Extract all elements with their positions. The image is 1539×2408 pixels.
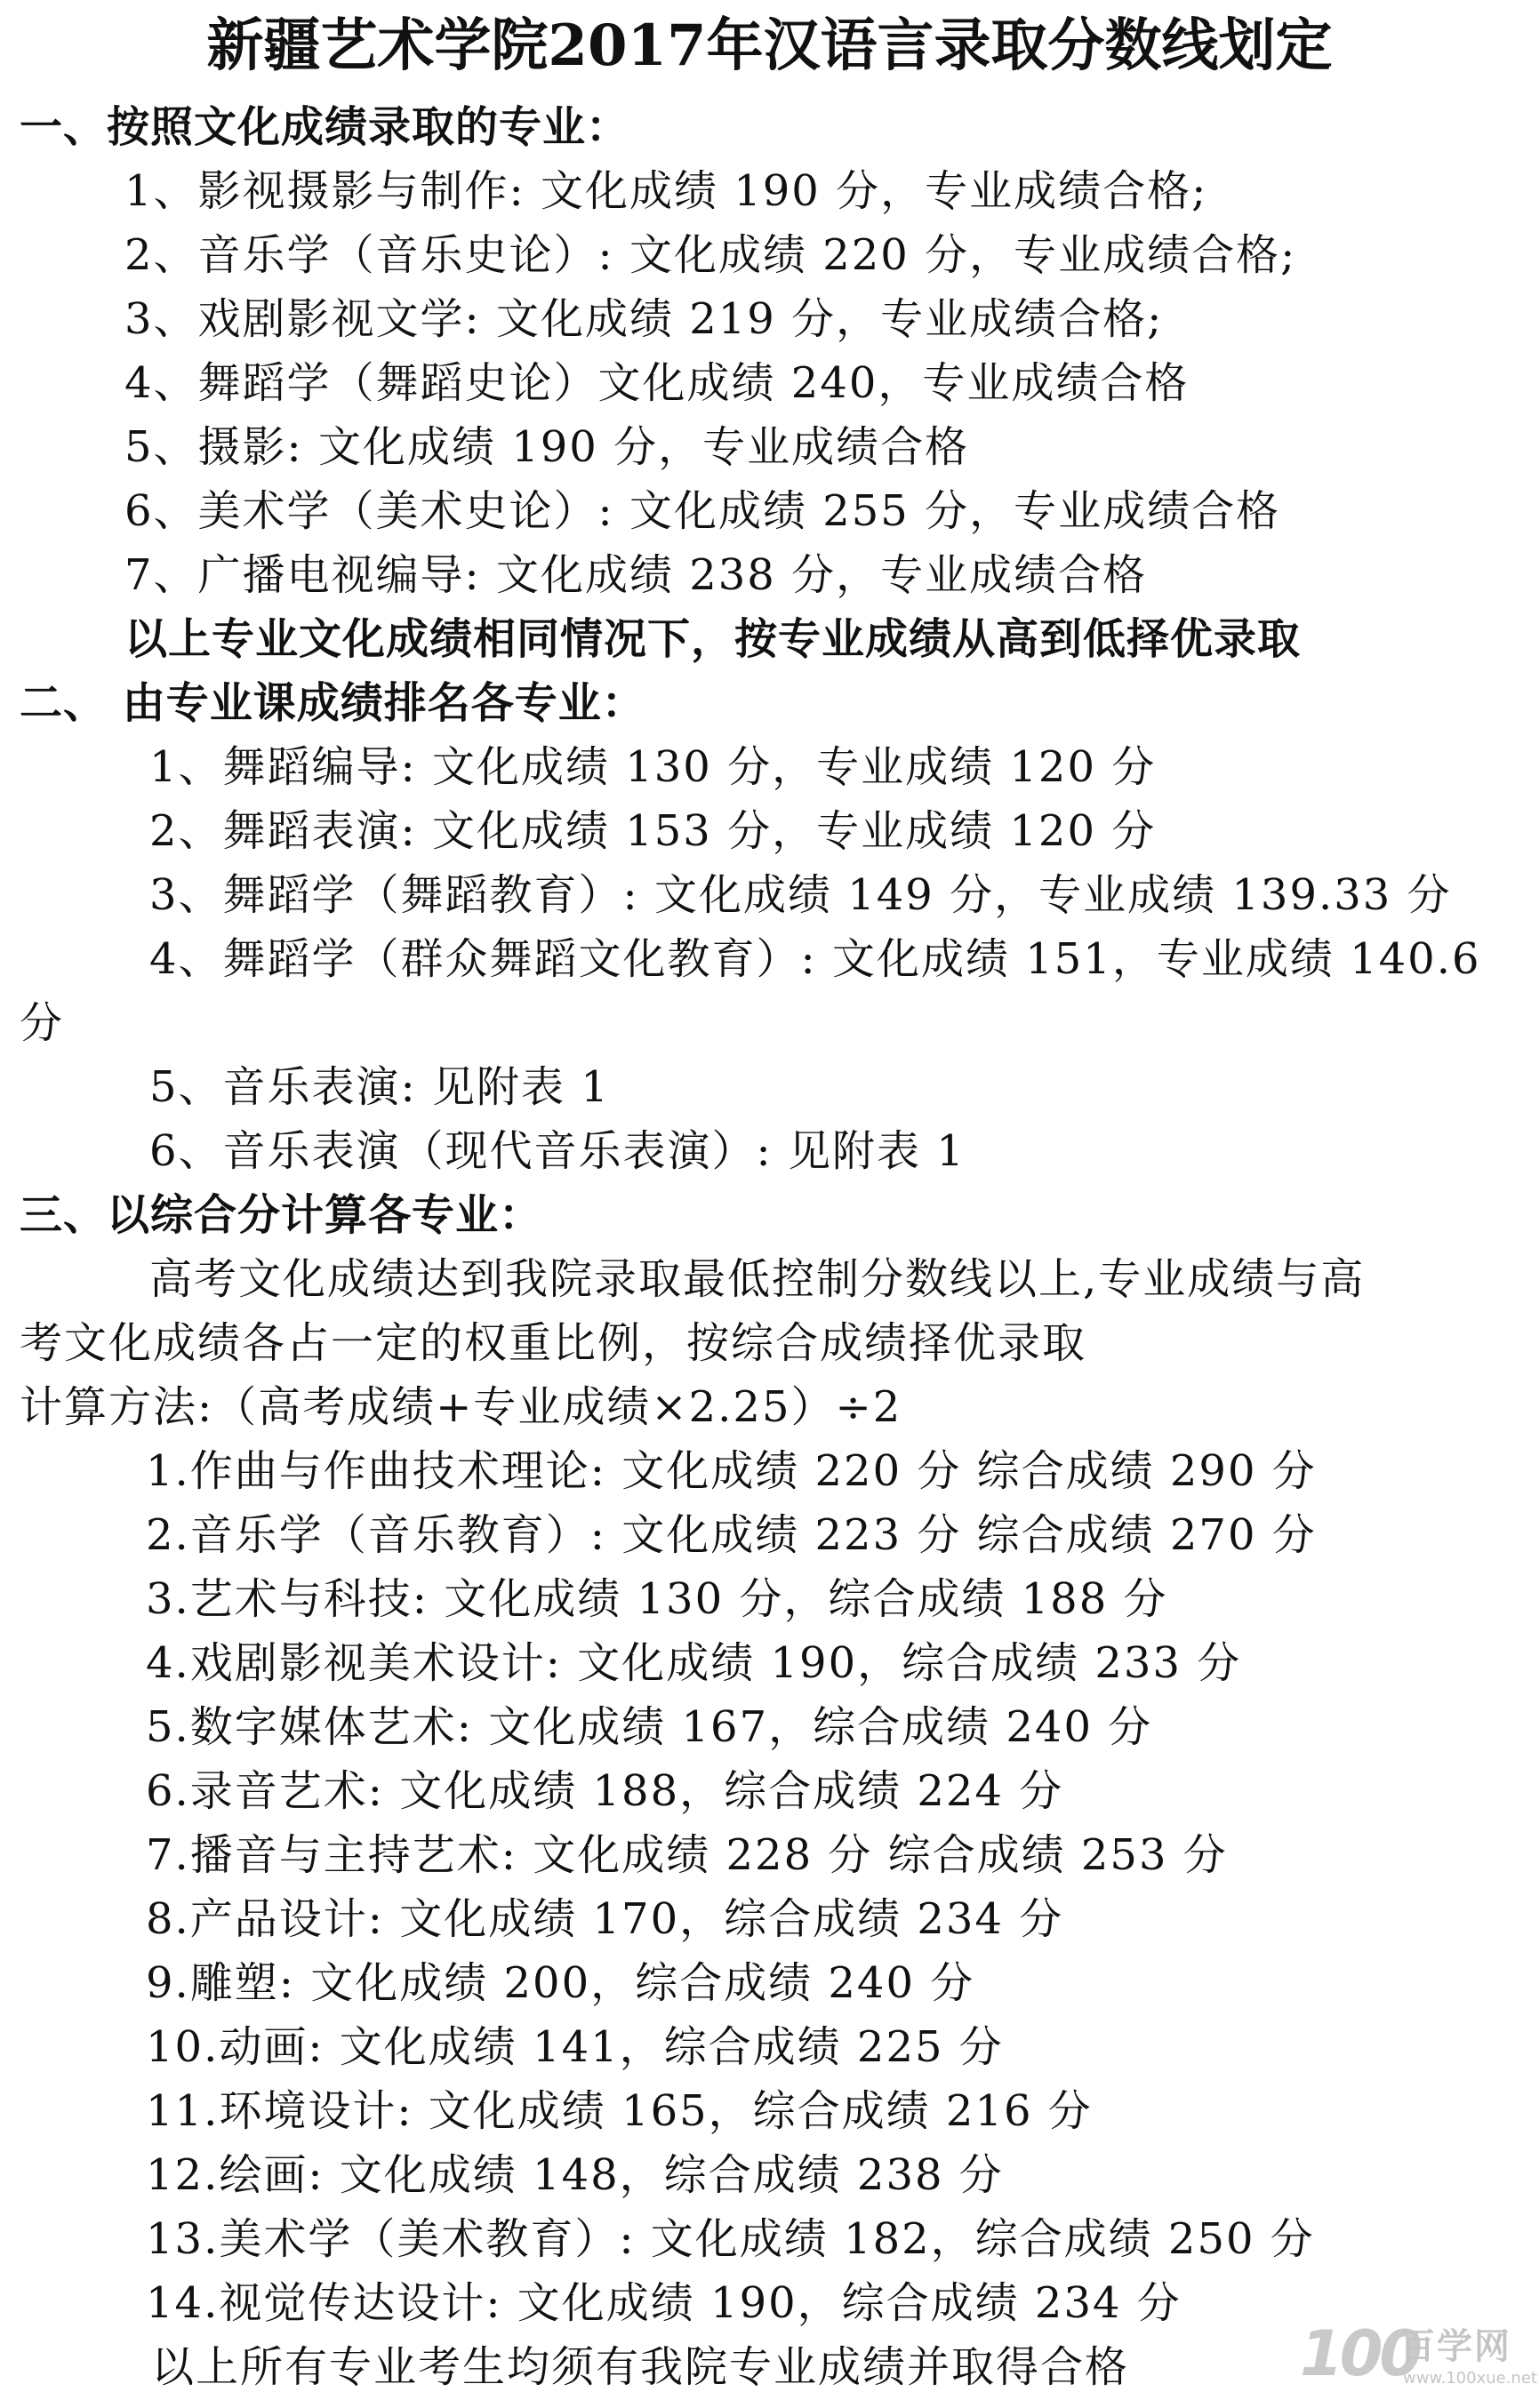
section-3-item-13: 13.美术学（美术教育）: 文化成绩 182，综合成绩 250 分 — [146, 2214, 1315, 2264]
document-title: 新疆艺术学院2017年汉语言录取分数线划定 — [206, 12, 1333, 79]
section-1-item-7: 7、广播电视编导: 文化成绩 238 分，专业成绩合格 — [124, 550, 1148, 600]
section-3-item-12: 12.绘画: 文化成绩 148，综合成绩 238 分 — [146, 2150, 1004, 2200]
section-3-intro-line-2: 考文化成绩各占一定的权重比例，按综合成绩择优录取 — [20, 1318, 1087, 1368]
section-2-item-4-wrap: 分 — [20, 998, 65, 1048]
section-3-item-14: 14.视觉传达设计: 文化成绩 190，综合成绩 234 分 — [146, 2278, 1182, 2328]
section-1-item-2: 2、音乐学（音乐史论）: 文化成绩 220 分，专业成绩合格; — [124, 230, 1297, 280]
section-3-formula: 计算方法:（高考成绩+专业成绩×2.25）÷2 — [20, 1382, 902, 1432]
section-1-item-1: 1、影视摄影与制作: 文化成绩 190 分，专业成绩合格; — [124, 166, 1208, 216]
section-2-item-5: 5、音乐表演: 见附表 1 — [149, 1062, 610, 1112]
section-1-heading: 一、按照文化成绩录取的专业： — [20, 102, 630, 152]
section-1-item-3: 3、戏剧影视文学: 文化成绩 219 分，专业成绩合格; — [124, 294, 1164, 344]
section-3-intro-line-1: 高考文化成绩达到我院录取最低控制分数线以上,专业成绩与高 — [149, 1254, 1366, 1304]
section-2-item-4: 4、舞蹈学（群众舞蹈文化教育）: 文化成绩 151，专业成绩 140.6 — [149, 934, 1481, 984]
section-3-item-7: 7.播音与主持艺术: 文化成绩 228 分 综合成绩 253 分 — [146, 1830, 1228, 1880]
section-3-heading: 三、以综合分计算各专业： — [20, 1190, 543, 1240]
section-3-item-5: 5.数字媒体艺术: 文化成绩 167，综合成绩 240 分 — [146, 1702, 1153, 1752]
section-1-item-4: 4、舞蹈学（舞蹈史论）文化成绩 240，专业成绩合格 — [124, 358, 1190, 408]
watermark — [1300, 2317, 1537, 2400]
section-3-item-3: 3.艺术与科技: 文化成绩 130 分，综合成绩 188 分 — [146, 1574, 1168, 1624]
section-3-item-8: 8.产品设计: 文化成绩 170，综合成绩 234 分 — [146, 1894, 1064, 1944]
section-1-item-6: 6、美术学（美术史论）: 文化成绩 255 分，专业成绩合格 — [124, 486, 1281, 536]
section-3-item-9: 9.雕塑: 文化成绩 200，综合成绩 240 分 — [146, 1958, 975, 2008]
watermark-url: www.100xue.net — [1403, 2369, 1537, 2388]
section-3-item-10: 10.动画: 文化成绩 141，综合成绩 225 分 — [146, 2022, 1004, 2072]
section-3-footer: 以上所有专业考生均须有我院专业成绩并取得合格 — [151, 2342, 1130, 2392]
section-2-heading: 二、 由专业课成绩排名各专业： — [20, 678, 645, 728]
section-3-item-4: 4.戏剧影视美术设计: 文化成绩 190，综合成绩 233 分 — [146, 1638, 1242, 1688]
section-3-item-2: 2.音乐学（音乐教育）: 文化成绩 223 分 综合成绩 270 分 — [146, 1510, 1317, 1560]
section-2-item-1: 1、舞蹈编导: 文化成绩 130 分，专业成绩 120 分 — [149, 742, 1157, 792]
section-3-item-1: 1.作曲与作曲技术理论: 文化成绩 220 分 综合成绩 290 分 — [146, 1446, 1317, 1496]
watermark-name: 百学网 — [1399, 2326, 1511, 2367]
section-1-note: 以上专业文化成绩相同情况下，按专业成绩从高到低择优录取 — [124, 614, 1302, 664]
section-2-item-6: 6、音乐表演（现代音乐表演）: 见附表 1 — [149, 1126, 966, 1176]
section-3-item-11: 11.环境设计: 文化成绩 165，综合成绩 216 分 — [146, 2086, 1093, 2136]
section-2-item-3: 3、舞蹈学（舞蹈教育）: 文化成绩 149 分，专业成绩 139.33 分 — [149, 870, 1452, 920]
section-3-item-6: 6.录音艺术: 文化成绩 188，综合成绩 224 分 — [146, 1766, 1064, 1816]
section-1-item-5: 5、摄影: 文化成绩 190 分，专业成绩合格 — [124, 422, 970, 472]
watermark-logo: 100 — [1300, 2317, 1420, 2390]
section-2-item-2: 2、舞蹈表演: 文化成绩 153 分，专业成绩 120 分 — [149, 806, 1157, 856]
